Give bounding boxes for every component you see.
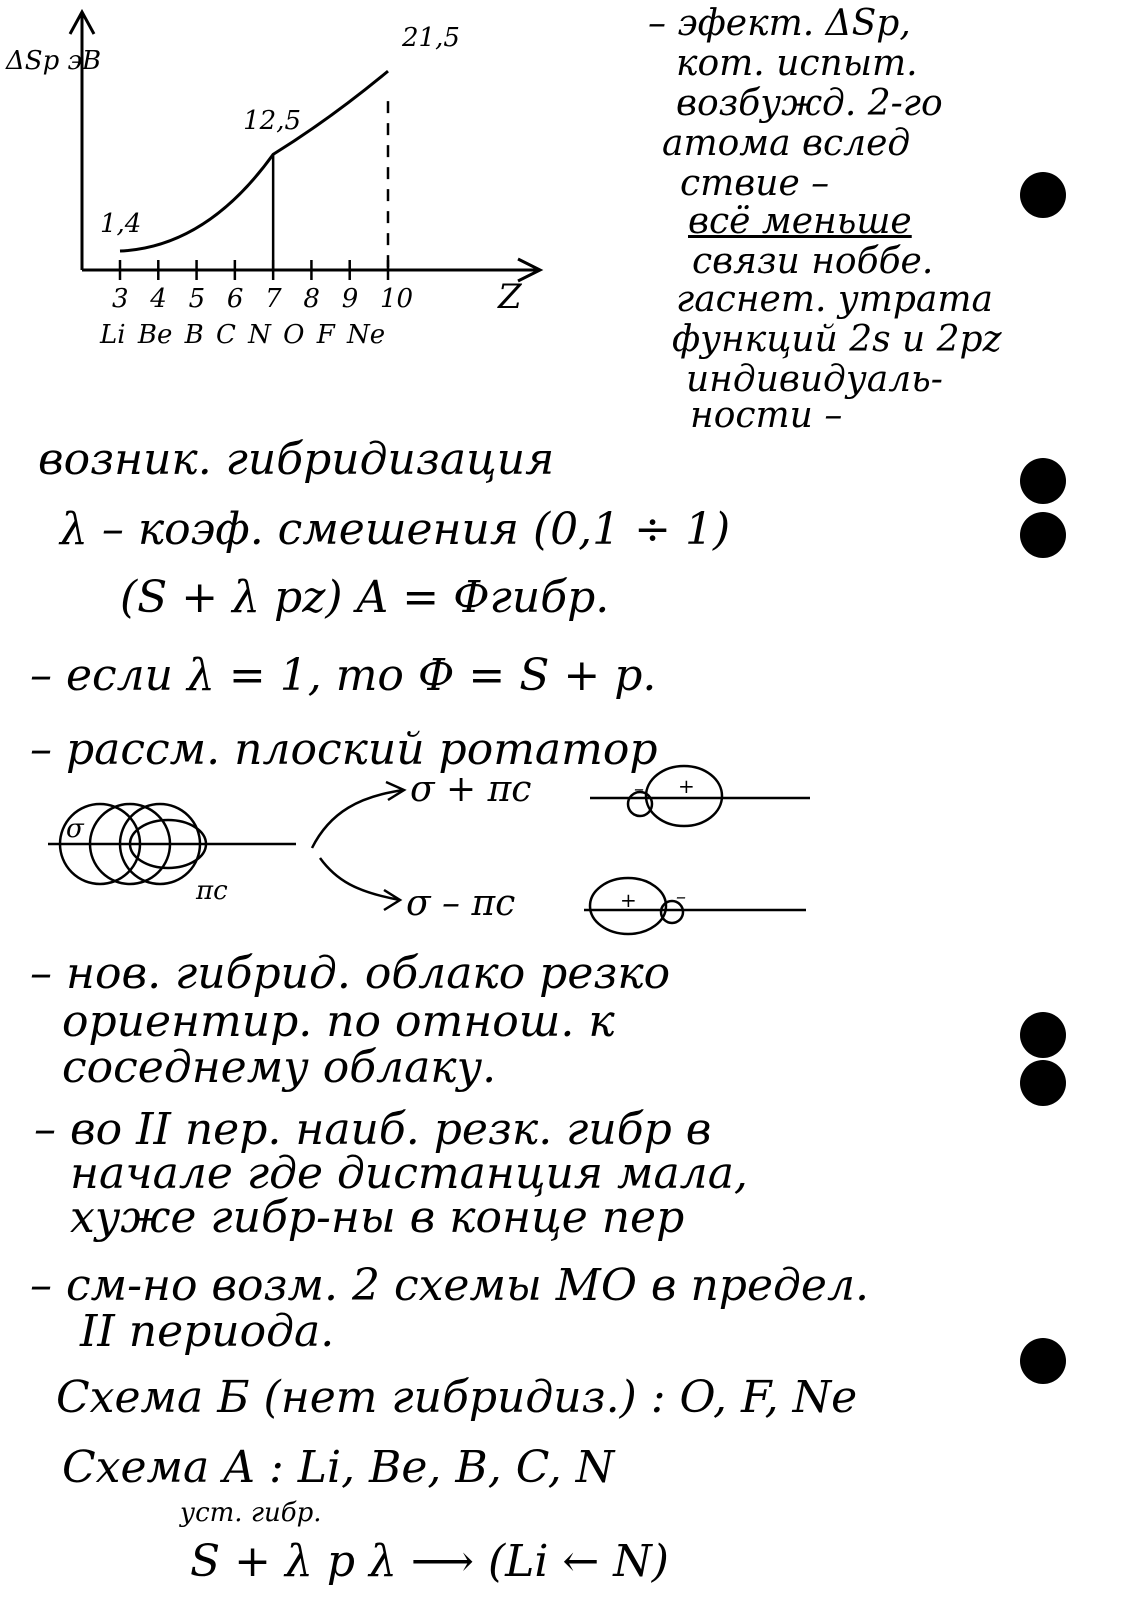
note-line: кот. испыт.: [676, 43, 918, 84]
minus-sign: –: [676, 884, 686, 908]
note-line: – если λ = 1, то Ф = S + p.: [30, 650, 657, 701]
note-line: λ – коэф. смешения (0,1 ÷ 1): [60, 504, 731, 555]
lower-hybrid-label: σ – πc: [406, 883, 516, 924]
data-label: 21,5: [402, 23, 460, 54]
binder-hole-mark: [1020, 458, 1066, 504]
note-line: Схема A : Li, Be, B, C, N: [62, 1442, 615, 1493]
note-line: начале где дистанция мала,: [70, 1148, 748, 1199]
note-line: возник. гибридизация: [38, 434, 555, 485]
binder-hole-mark: [1020, 1012, 1066, 1058]
x-tick-label: 8: [303, 284, 320, 314]
x-axis-label: Z: [498, 277, 522, 317]
binder-hole-mark: [1020, 1060, 1066, 1106]
plus-sign: +: [620, 888, 637, 912]
note-line: – эфект. ΔSp,: [648, 3, 911, 44]
x-tick-label: 3: [112, 284, 129, 314]
note-line: – см-но возм. 2 схемы МО в предел.: [30, 1260, 869, 1311]
note-line: ствие –: [680, 163, 830, 204]
note-line: возбужд. 2-го: [676, 83, 943, 124]
upper-hybrid-label: σ + πc: [410, 769, 532, 810]
series-curve: [120, 71, 388, 251]
x-tick-label: 5: [188, 284, 206, 314]
note-line: функций 2s и 2pz: [672, 319, 1002, 360]
note-line: соседнему облаку.: [62, 1042, 497, 1093]
y-axis-label: ΔSp эВ: [6, 46, 102, 76]
pi-label: πc: [196, 876, 228, 906]
note-line: всё меньше: [688, 201, 912, 242]
note-line: – нов. гибрид. облако резко: [30, 948, 671, 999]
note-line: хуже гибр-ны в конце пер: [70, 1192, 685, 1243]
note-line: уст. гибр.: [180, 1498, 322, 1528]
note-line: S + λ p λ ⟶ (Li ← N): [190, 1536, 669, 1587]
x-tick-label: 4: [150, 284, 167, 314]
minus-sign: –: [634, 776, 644, 800]
note-line: индивидуаль-: [686, 359, 943, 400]
note-line: ориентир. по отнош. к: [62, 996, 615, 1047]
data-label: 12,5: [243, 106, 302, 137]
note-line: связи ноббе.: [692, 241, 934, 282]
binder-hole-mark: [1020, 1338, 1066, 1384]
x-tick-label: 9: [341, 284, 359, 314]
note-line: гаснет. утрата: [676, 279, 993, 320]
binder-hole-mark: [1020, 172, 1066, 218]
x-tick-label: 6: [226, 284, 244, 314]
note-line: – рассм. плоский ротатор: [30, 724, 658, 775]
x-tick-label: 7: [265, 284, 282, 314]
plus-sign: +: [678, 774, 695, 798]
note-line: II периода.: [80, 1306, 335, 1357]
note-line: Схема Б (нет гибридиз.) : O, F, Ne: [56, 1372, 858, 1423]
note-line: – во II пер. наиб. резк. гибр в: [34, 1104, 712, 1155]
x-tick-label: 10: [380, 284, 414, 314]
note-line: атома вслед: [662, 123, 911, 164]
note-line: (S + λ pz) A = Фгибр.: [120, 572, 610, 623]
sigma-label: σ: [66, 814, 84, 844]
binder-hole-mark: [1020, 512, 1066, 558]
note-line: ности –: [690, 395, 843, 436]
data-label: 1,4: [100, 209, 142, 240]
element-labels: Li Be B C N O F Ne: [100, 320, 386, 350]
